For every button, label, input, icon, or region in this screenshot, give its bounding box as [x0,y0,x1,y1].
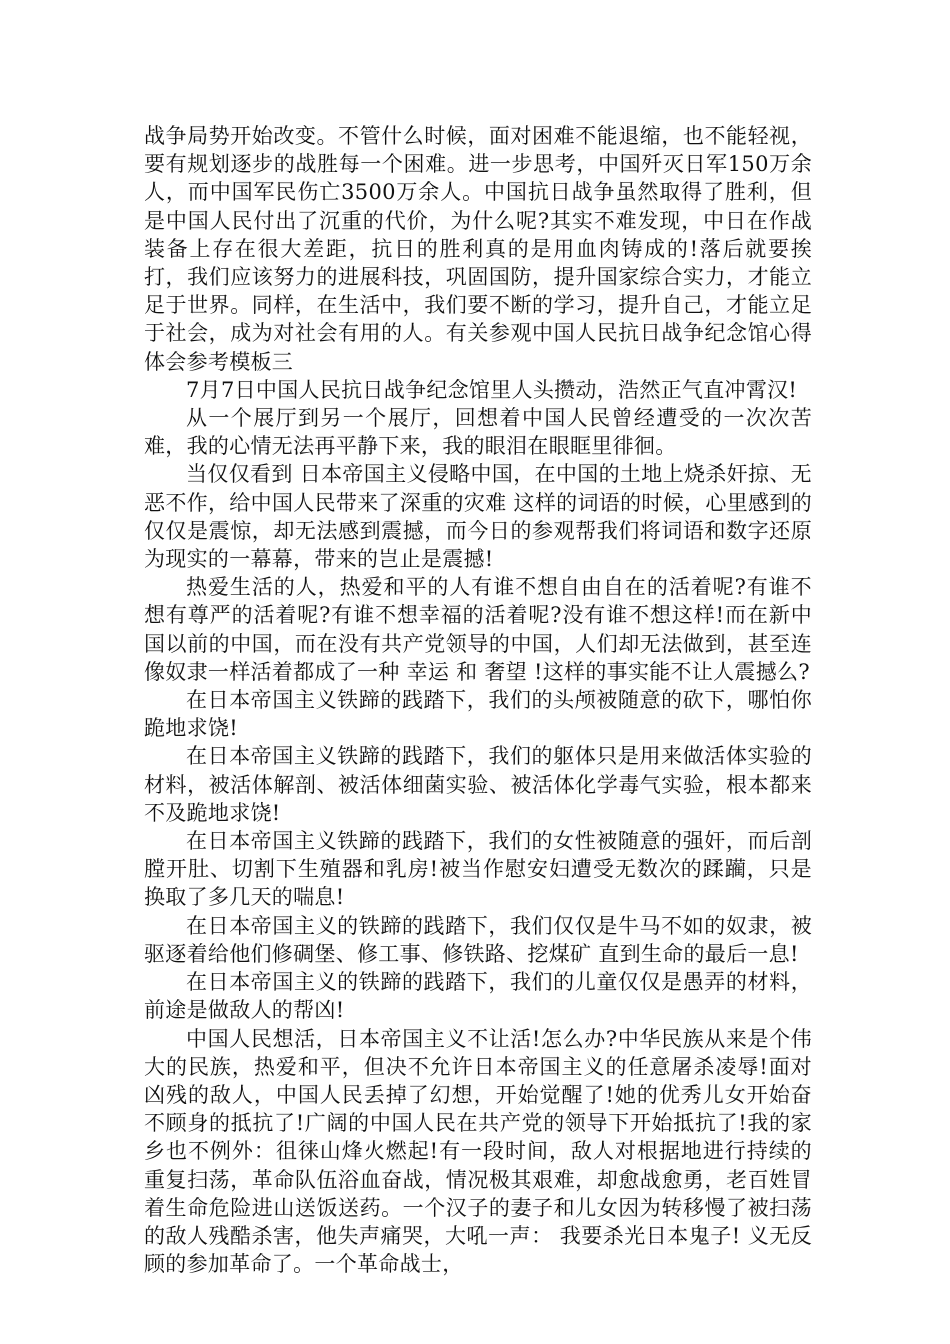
paragraph-7: 在日本帝国主义铁蹄的践踏下，我们的躯体只是用来做活体实验的材料，被活体解剖、被活体细菌实验、被活体化学毒气实验，根本都来不及跪地求饶! [144,744,812,825]
paragraph-3: 从一个展厅到另一个展厅，回想着中国人民曾经遭受的一次次苦难，我的心情无法再平静下来，我的眼泪在眼眶里徘徊。 [144,406,812,459]
paragraph-11: 中国人民想活，日本帝国主义不让活!怎么办?中华民族从来是个伟大的民族，热爱和平，但决不允许日本帝国主义的任意屠杀凌辱!面对凶残的敌人，中国人民丢掉了幻想，开始觉醒了!她的优秀儿女开始奋不顾身的抵抗了!广阔的中国人民在共产党的领导下开始抵抗了!我的家乡也不例外：徂徕山烽火燃起!有一段时间，敌人对根据地进行持续的重复扫荡，革命队伍浴血奋战，情况极其艰难，却愈战愈勇，老百姓冒着生命危险进山送饭送药。一个汉子的妻子和儿女因为转移慢了被扫荡的敌人残酷杀害，他失声痛哭，大吼一声： 我要杀光日本鬼子! 义无反顾的参加革命了。一个革命战士， [144,1026,812,1277]
paragraph-10: 在日本帝国主义的铁蹄的践踏下，我们的儿童仅仅是愚弄的材料，前途是做敌人的帮凶! [144,970,812,1023]
paragraph-5: 热爱生活的人，热爱和平的人有谁不想自由自在的活着呢?有谁不想有尊严的活着呢?有谁不想幸福的活着呢?没有谁不想这样!而在新中国以前的中国，而在没有共产党领导的中国，人们却无法做到，甚至连像奴隶一样活着都成了一种 幸运 和 奢望 !这样的事实能不让人震撼么? [144,575,812,684]
paragraph-8: 在日本帝国主义铁蹄的践踏下，我们的女性被随意的强奸，而后剖膛开肚、切割下生殖器和乳房!被当作慰安妇遭受无数次的蹂躏，只是换取了多几天的喘息! [144,829,812,910]
paragraph-4: 当仅仅看到 日本帝国主义侵略中国，在中国的土地上烧杀奸掠、无恶不作，给中国人民带来了深重的灾难 这样的词语的时候，心里感到的仅仅是震惊，却无法感到震撼，而今日的参观帮我们将词语和数字还原为现实的一幕幕，带来的岂止是震撼! [144,462,812,572]
paragraph-2: 7月7日中国人民抗日战争纪念馆里人头攒动，浩然正气直冲霄汉! [186,377,798,402]
paragraph-6: 在日本帝国主义铁蹄的践踏下，我们的头颅被随意的砍下，哪怕你跪地求饶! [144,688,812,741]
paragraph-9: 在日本帝国主义的铁蹄的践踏下，我们仅仅是牛马不如的奴隶，被驱逐着给他们修碉堡、修工事、修铁路、挖煤矿 直到生命的最后一息! [144,913,812,966]
document-body [144,122,812,1278]
paragraph-1: 战争局势开始改变。不管什么时候，面对困难不能退缩，也不能轻视，要有规划逐步的战胜每一个困难。进一步思考，中国歼灭日军150万余人，而中国军民伤亡3500万余人。中国抗日战争虽然取得了胜利，但是中国人民付出了沉重的代价，为什么呢?其实不难发现，中日在作战装备上存在很大差距，抗日的胜利真的是用血肉铸成的!落后就要挨打，我们应该努力的进展科技，巩固国防，提升国家综合实力，才能立足于世界。同样，在生活中，我们要不断的学习，提升自己，才能立足于社会，成为对社会有用的人。有关参观中国人民抗日战争纪念馆心得体会参考模板三 [144,124,812,374]
